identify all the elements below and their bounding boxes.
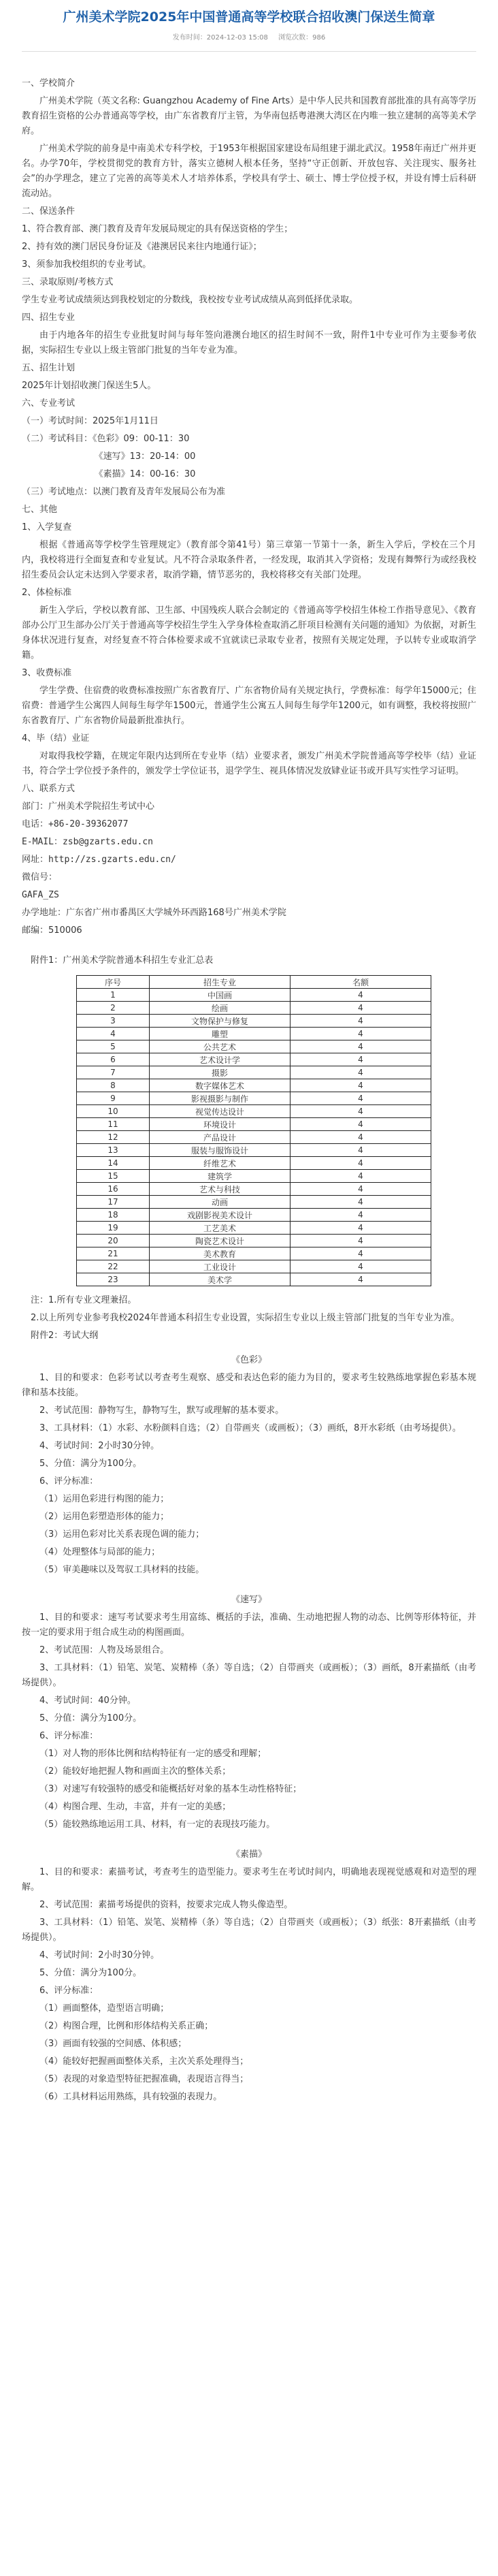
exam-item: 1、目的和要求：色彩考试以考查考生观察、感受和表达色彩的能力为目的，要求考生较熟练地掌握色彩基本规律和基本技能。 bbox=[22, 1373, 476, 1398]
cell-major: 数字媒体艺术 bbox=[150, 1079, 290, 1092]
cell-index: 16 bbox=[77, 1183, 150, 1196]
contact-department: 部门：广州美术学院招生考试中心 bbox=[22, 801, 155, 812]
cell-index: 6 bbox=[77, 1053, 150, 1066]
table-row bbox=[77, 1079, 431, 1092]
list-item: （一）考试时间：2025年1月11日 bbox=[22, 416, 159, 426]
cell-major: 雕塑 bbox=[150, 1028, 290, 1040]
list-item: 《速写》13：20-14：00 bbox=[94, 451, 196, 462]
cell-quota: 4 bbox=[290, 1053, 431, 1066]
cell-index: 10 bbox=[77, 1105, 150, 1118]
exam-item: 5、分值：满分为100分。 bbox=[39, 1713, 142, 1723]
criteria-item: （3）运用色彩对比关系表现色调的能力； bbox=[39, 1529, 205, 1540]
paragraph: 新生入学后，学校以教育部、卫生部、中国残疾人联合会制定的《普通高等学校招生体检工作指导意见》、《教育部办公厅卫生部办公厅关于普通高等学校招生学生入学身体检查取消乙肝项目检测有关问题的通知》为依据，对新生身体状况进行复查，对经复查不符合体检要求或不宜就读已录取专业者，按照有关规定处理，予以转专业或取消学籍。 bbox=[22, 605, 476, 661]
list-item: （三）考试地点：以澳门教育及青年发展局公布为准 bbox=[22, 487, 226, 497]
cell-index: 4 bbox=[77, 1028, 150, 1040]
section-heading: 二、保送条件 bbox=[22, 206, 76, 217]
cell-major: 纤维艺术 bbox=[150, 1157, 290, 1170]
publish-time: 发布时间：2024-12-03 15:08 bbox=[172, 34, 268, 42]
table-row bbox=[77, 1157, 431, 1170]
cell-quota: 4 bbox=[290, 1079, 431, 1092]
cell-major: 工艺美术 bbox=[150, 1222, 290, 1235]
cell-quota: 4 bbox=[290, 1273, 431, 1286]
criteria-item: （2）运用色彩塑造形体的能力； bbox=[39, 1512, 169, 1522]
exam-item: 3、工具材料：（1）铅笔、炭笔、炭精棒（条）等自选；（2）自带画夹（或画板）；（3）纸张：8开素描纸（由考场提供）。 bbox=[22, 1918, 476, 1943]
cell-major: 文物保护与修复 bbox=[150, 1015, 290, 1028]
criteria-item: （1）画面整体，造型语言明确； bbox=[39, 2003, 169, 2014]
cell-index: 2 bbox=[77, 1002, 150, 1015]
subsection-heading: 1、入学复查 bbox=[22, 522, 72, 532]
cell-index: 21 bbox=[77, 1247, 150, 1260]
table-row bbox=[77, 1015, 431, 1028]
table-row bbox=[77, 1066, 431, 1079]
cell-quota: 4 bbox=[290, 1131, 431, 1144]
exam-item: 4、考试时间：2小时30分钟。 bbox=[39, 1950, 160, 1960]
cell-quota: 4 bbox=[290, 1235, 431, 1247]
column-header: 名额 bbox=[290, 976, 431, 989]
exam-subject-heading: 《色彩》 bbox=[231, 1355, 267, 1365]
column-header: 招生专业 bbox=[150, 976, 290, 989]
contact-email[interactable]: E-MAIL：zsb@gzarts.edu.cn bbox=[22, 837, 154, 847]
cell-quota: 4 bbox=[290, 1222, 431, 1235]
view-count: 浏览次数：986 bbox=[278, 34, 326, 42]
criteria-item: （5）审美趣味以及驾驭工具材料的技能。 bbox=[39, 1565, 205, 1575]
exam-item: 4、考试时间：40分钟。 bbox=[39, 1696, 136, 1706]
contact-zip: 邮编：510006 bbox=[22, 925, 82, 936]
exam-item: 2、考试范围：静物写生，静物写生，默写或理解的基本要求。 bbox=[39, 1405, 284, 1416]
table-row bbox=[77, 1092, 431, 1105]
cell-quota: 4 bbox=[290, 1183, 431, 1196]
criteria-item: （5）能较熟练地运用工具、材料，有一定的表现技巧能力。 bbox=[39, 1819, 276, 1830]
table-row bbox=[77, 1144, 431, 1157]
criteria-item: （1）运用色彩进行构图的能力； bbox=[39, 1494, 169, 1504]
cell-major: 陶瓷艺术设计 bbox=[150, 1235, 290, 1247]
cell-major: 动画 bbox=[150, 1196, 290, 1209]
section-heading: 四、招生专业 bbox=[22, 313, 76, 323]
criteria-item: （5）表现的对象造型特征把握准确，表现语言得当； bbox=[39, 2074, 249, 2084]
exam-item: 4、考试时间：2小时30分钟。 bbox=[39, 1441, 160, 1451]
contact-wechat-id: GAFA_ZS bbox=[22, 890, 59, 900]
cell-index: 12 bbox=[77, 1131, 150, 1144]
cell-index: 17 bbox=[77, 1196, 150, 1209]
criteria-item: （2）能较好地把握人物和画面主次的整体关系； bbox=[39, 1766, 231, 1777]
cell-major: 公共艺术 bbox=[150, 1040, 290, 1053]
cell-major: 美术学 bbox=[150, 1273, 290, 1286]
exam-item: 5、分值：满分为100分。 bbox=[39, 1459, 142, 1469]
table-row bbox=[77, 1222, 431, 1235]
cell-quota: 4 bbox=[290, 1002, 431, 1015]
exam-subject-heading: 《素描》 bbox=[231, 1849, 267, 1860]
cell-index: 22 bbox=[77, 1260, 150, 1273]
table-row bbox=[77, 1170, 431, 1183]
cell-major: 艺术设计学 bbox=[150, 1053, 290, 1066]
paragraph: 2025年计划招收澳门保送生5人。 bbox=[22, 381, 156, 391]
paragraph: 学生专业考试成绩须达到我校划定的分数线，我校按专业考试成绩从高到低择优录取。 bbox=[22, 295, 359, 305]
cell-index: 3 bbox=[77, 1015, 150, 1028]
cell-quota: 4 bbox=[290, 1247, 431, 1260]
cell-quota: 4 bbox=[290, 1066, 431, 1079]
section-heading: 七、其他 bbox=[22, 505, 58, 515]
cell-major: 美术教育 bbox=[150, 1247, 290, 1260]
exam-item: 6、评分标准： bbox=[39, 1476, 99, 1486]
cell-quota: 4 bbox=[290, 1144, 431, 1157]
list-item: 2、持有效的澳门居民身份证及《港澳居民来往内地通行证》； bbox=[22, 242, 262, 252]
table-row bbox=[77, 1183, 431, 1196]
criteria-item: （3）画面有较强的空间感、体积感； bbox=[39, 2039, 187, 2049]
cell-index: 13 bbox=[77, 1144, 150, 1157]
cell-index: 18 bbox=[77, 1209, 150, 1222]
cell-quota: 4 bbox=[290, 1196, 431, 1209]
list-item: 3、须参加我校组织的专业考试。 bbox=[22, 259, 152, 270]
table-row bbox=[77, 989, 431, 1002]
exam-item: 6、评分标准： bbox=[39, 1986, 99, 1996]
criteria-item: （2）构图合理，比例和形体结构关系正确； bbox=[39, 2021, 214, 2031]
contact-website[interactable]: 网址：http://zs.gzarts.edu.cn/ bbox=[22, 855, 176, 865]
majors-table-body bbox=[77, 989, 431, 1286]
title-divider bbox=[22, 51, 476, 52]
section-heading: 三、录取原则/考核方式 bbox=[22, 277, 114, 287]
criteria-item: （1）对人物的形体比例和结构特征有一定的感受和理解； bbox=[39, 1749, 267, 1759]
exam-item: 1、目的和要求：素描考试，考查考生的造型能力。要求考生在考试时间内，明确地表现视觉感观和对造型的理解。 bbox=[22, 1867, 476, 1892]
exam-item: 2、考试范围：素描考场提供的资料，按要求完成人物头像造型。 bbox=[39, 1900, 293, 1910]
list-item: 《素描》14：00-16：30 bbox=[94, 469, 196, 479]
cell-quota: 4 bbox=[290, 1092, 431, 1105]
cell-major: 环境设计 bbox=[150, 1118, 290, 1131]
cell-major: 影视摄影与制作 bbox=[150, 1092, 290, 1105]
table-row bbox=[77, 1209, 431, 1222]
cell-index: 9 bbox=[77, 1092, 150, 1105]
cell-quota: 4 bbox=[290, 1015, 431, 1028]
table-row bbox=[77, 1118, 431, 1131]
cell-index: 5 bbox=[77, 1040, 150, 1053]
table-row bbox=[77, 1273, 431, 1286]
subsection-heading: 2、体检标准 bbox=[22, 588, 72, 598]
exam-item: 3、工具材料：（1）水彩、水粉颜料自选；（2）自带画夹（或画板）；（3）画纸，8开水彩纸（由考场提供）。 bbox=[39, 1423, 461, 1433]
appendix2-title: 附件2：考试大纲 bbox=[31, 1331, 99, 1341]
cell-major: 服装与服饰设计 bbox=[150, 1144, 290, 1157]
subsection-heading: 4、毕（结）业证 bbox=[22, 733, 90, 744]
article-title: 广州美术学院2025年中国普通高等学校联合招收澳门保送生简章 bbox=[63, 10, 435, 25]
criteria-item: （3）对速写有较强特的感受和能概括好对象的基本生动性格特征； bbox=[39, 1784, 302, 1794]
cell-quota: 4 bbox=[290, 1028, 431, 1040]
list-item: 1、符合教育部、澳门教育及青年发展局规定的具有保送资格的学生； bbox=[22, 224, 293, 234]
cell-major: 摄影 bbox=[150, 1066, 290, 1079]
table-note: 2.以上所列专业参考我校2024年普通本科招生专业设置，实际招生专业以上级主管部门批复的当年专业为准。 bbox=[31, 1313, 460, 1323]
paragraph: 对取得我校学籍，在规定年限内达到所在专业毕（结）业要求者，颁发广州美术学院普通高等学校毕（结）业证书，符合学士学位授予条件的，颁发学士学位证书，退学学生、视具体情况发放肄业证书或开具写实性学习证明。 bbox=[22, 751, 476, 776]
cell-major: 中国画 bbox=[150, 989, 290, 1002]
contact-wechat-label: 微信号： bbox=[22, 872, 58, 882]
exam-item: 3、工具材料：（1）铅笔、炭笔、炭精棒（条）等自选；（2）自带画夹（或画板）；（3）画纸，8开素描纸（由考场提供）。 bbox=[22, 1663, 476, 1688]
cell-major: 戏剧影视美术设计 bbox=[150, 1209, 290, 1222]
list-item: （二）考试科目：《色彩》09：00-11：30 bbox=[22, 434, 190, 444]
cell-index: 20 bbox=[77, 1235, 150, 1247]
cell-major: 艺术与科技 bbox=[150, 1183, 290, 1196]
cell-major: 视觉传达设计 bbox=[150, 1105, 290, 1118]
table-row bbox=[77, 1131, 431, 1144]
cell-quota: 4 bbox=[290, 989, 431, 1002]
cell-quota: 4 bbox=[290, 1040, 431, 1053]
article-meta bbox=[22, 31, 476, 42]
table-row bbox=[77, 1040, 431, 1053]
majors-table bbox=[76, 975, 431, 1286]
criteria-item: （6）工具材料运用熟练，具有较强的表现力。 bbox=[39, 2092, 222, 2102]
paragraph: 由于内地各年的招生专业批复时间与每年签向港澳台地区的招生时间不一致，附件1中专业可作为主要参考依据，实际招生专业以上级主管部门批复的当年专业为准。 bbox=[22, 330, 476, 355]
contact-address: 办学地址：广东省广州市番禺区大学城外环西路168号广州美术学院 bbox=[22, 908, 286, 918]
exam-item: 6、评分标准： bbox=[39, 1731, 99, 1741]
exam-subject-heading: 《速写》 bbox=[231, 1595, 267, 1605]
article-body bbox=[22, 76, 476, 2105]
cell-index: 14 bbox=[77, 1157, 150, 1170]
table-row bbox=[77, 1053, 431, 1066]
paragraph: 学生学费、住宿费的收费标准按照广东省教育厅、广东省物价局有关规定执行，学费标准：每学年15000元；住宿费：普通学生公寓四人间每生每学年1500元，普通学生公寓五人间每生每学年1200元，如有调整，我校将按照广东省教育厅、广东省物价局最新批准执行。 bbox=[22, 686, 476, 726]
criteria-item: （4）能较好把握画面整体关系，主次关系处理得当； bbox=[39, 2056, 249, 2067]
cell-quota: 4 bbox=[290, 1157, 431, 1170]
criteria-item: （4）构图合理、生动，丰富，并有一定的美感； bbox=[39, 1802, 231, 1812]
column-header: 序号 bbox=[77, 976, 150, 989]
table-row bbox=[77, 1028, 431, 1040]
cell-major: 建筑学 bbox=[150, 1170, 290, 1183]
exam-item: 5、分值：满分为100分。 bbox=[39, 1968, 142, 1978]
paragraph: 根据《普通高等学校学生管理规定》（教育部令第41号）第三章第一节第十一条，新生入学后，学校在三个月内，我校将进行全面复查和专业复试。凡不符合录取条件者，一经发现，取消其入学资格；发现有舞弊行为或经我校招生委员会认定未达到入学要求者，取消学籍，情节恶劣的，我校将移交有关部门处理。 bbox=[22, 540, 476, 580]
section-heading: 一、学校简介 bbox=[22, 78, 76, 89]
cell-index: 1 bbox=[77, 989, 150, 1002]
cell-index: 11 bbox=[77, 1118, 150, 1131]
cell-major: 绘画 bbox=[150, 1002, 290, 1015]
section-heading: 八、联系方式 bbox=[22, 784, 76, 794]
cell-quota: 4 bbox=[290, 1118, 431, 1131]
exam-item: 2、考试范围：人物及场景组合。 bbox=[39, 1645, 169, 1655]
cell-major: 工业设计 bbox=[150, 1260, 290, 1273]
cell-index: 7 bbox=[77, 1066, 150, 1079]
cell-index: 23 bbox=[77, 1273, 150, 1286]
paragraph: 广州美术学院的前身是中南美术专科学校，于1953年根据国家建设布局组建于湖北武汉。1958年南迁广州并更名。办学70年，学校贯彻党的教育方针，落实立德树人根本任务，坚持“守正创新、开放包容、关注现实、服务社会”的办学理念，建立了完善的高等美术人才培养体系，学校具有学士、硕士、博士学位授予权，并设有博士后科研流动站。 bbox=[22, 144, 476, 199]
table-row bbox=[77, 1196, 431, 1209]
cell-major: 产品设计 bbox=[150, 1131, 290, 1144]
appendix1-title: 附件1：广州美术学院普通本科招生专业汇总表 bbox=[31, 955, 214, 966]
cell-index: 8 bbox=[77, 1079, 150, 1092]
contact-phone: 电话：+86-20-39362077 bbox=[22, 819, 129, 829]
cell-quota: 4 bbox=[290, 1170, 431, 1183]
table-row bbox=[77, 1247, 431, 1260]
cell-quota: 4 bbox=[290, 1209, 431, 1222]
table-row bbox=[77, 1002, 431, 1015]
table-row bbox=[77, 1260, 431, 1273]
subsection-heading: 3、收费标准 bbox=[22, 668, 72, 678]
table-note: 注：1.所有专业文理兼招。 bbox=[31, 1295, 137, 1305]
cell-quota: 4 bbox=[290, 1260, 431, 1273]
table-row bbox=[77, 1235, 431, 1247]
section-heading: 六、专业考试 bbox=[22, 398, 76, 409]
cell-quota: 4 bbox=[290, 1105, 431, 1118]
exam-item: 1、目的和要求：速写考试要求考生用富练、概括的手法，准确、生动地把握人物的动态、比例等形体特征，并按一定的要求用于组合成生动的构图画面。 bbox=[22, 1612, 476, 1638]
criteria-item: （4）处理整体与局部的能力； bbox=[39, 1547, 161, 1557]
paragraph: 广州美术学院（英文名称: Guangzhou Academy of Fine Arts）是中华人民共和国教育部批准的具有高等学历教育招生资格的公办普通高等学校，由广东省教育厅主管，为华南包括粤港澳大湾区在内唯一独立建制的高等美术学府。 bbox=[22, 96, 476, 136]
cell-index: 19 bbox=[77, 1222, 150, 1235]
section-heading: 五、招生计划 bbox=[22, 363, 76, 373]
table-header-row bbox=[77, 976, 431, 989]
table-row bbox=[77, 1105, 431, 1118]
cell-index: 15 bbox=[77, 1170, 150, 1183]
